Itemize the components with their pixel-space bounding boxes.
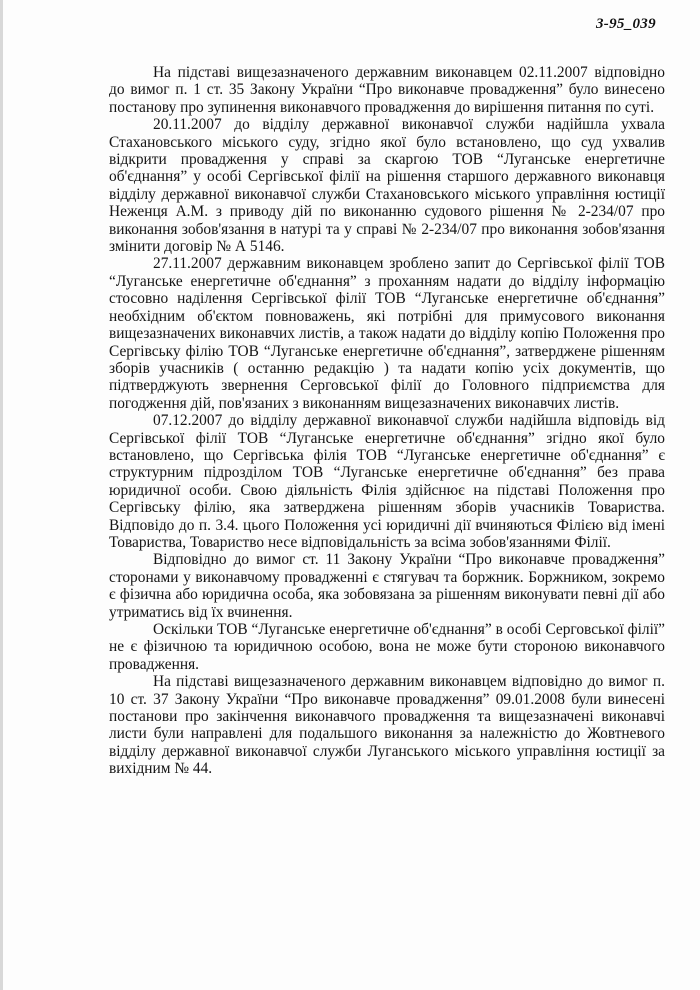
paragraph-1: На підставі вищезазначеного державним виконавцем 02.11.2007 відповідно до вимог п. 1 ст. 35 Закону України “Про виконавче провадження” було винесено постанову про зупинення виконавчого провадження до вирішення питання по суті. xyxy=(109,64,665,116)
paragraph-5: Відповідно до вимог ст. 11 Закону України “Про виконавче провадження” сторонами у виконавчому провадженні є стягувач та боржник. Боржником, зокремо є фізична або юридична особа, яка зобовязана за рішенням виконувати певні дії або утриматись від їх вчинення. xyxy=(109,551,665,621)
paragraph-6: Оскільки ТОВ “Луганське енергетичне об'єднання” в особі Серговської філії” не є фізичною та юридичною особою, вона не може бути стороною виконавчого провадження. xyxy=(109,621,665,673)
paragraph-7: На підставі вищезазначеного державним виконавцем відповідно до вимог п. 10 ст. 37 Закону України “Про виконавче провадження” 09.01.2008 були винесені постанови про закінчення виконавчого провадження та вищезазначені виконавчі листи були направлені для подальшого виконання за належністю до Жовтневого відділу державної виконавчої служби Луганського міського управління юстиції за вихідним № 44. xyxy=(109,673,665,778)
paragraph-3: 27.11.2007 державним виконавцем зроблено запит до Сергівської філії ТОВ “Луганське енергетичне об'єднання” з проханням надати до відділу інформацію стосовно наділення Сергівської філії ТОВ “Луганське енергетичне об'єднання” необхідним об'єктом повноважень, які потрібні для примусового виконання вищезазначених виконавчих листів, а також надати до відділу копію Положення про Сергівську філію ТОВ “Луганське енергетичне об'єднання”, затверджене рішенням зборів учасників ( останню редакцію ) та надати копію усіх документів, що підтверджують звернення Серговської філії до Головного підприємства для погодження дій, пов'язаних з виконанням вищезазначених виконавчих листів. xyxy=(109,255,665,412)
paragraph-4: 07.12.2007 до відділу державної виконавчої служби надійшла відповідь від Сергівської філії ТОВ “Луганське енергетичне об'єднання” згідно якої було встановлено, що Сергівська філія ТОВ “Луганське енергетичне об'єднання” є структурним підрозділом ТОВ “Луганське енергетичне об'єднання” без права юридичної особи. Свою діяльність Філія здійснює на підставі Положення про Сергівську філію, яка затверджена рішенням зборів учасників Товариства. Відповідо до п. 3.4. цього Положення усі юридичні дії вчиняються Філією від імені Товариства, Товариство несе відповідальність за всіма зобов'язаннями Філії. xyxy=(109,412,665,551)
document-id: 3-95_039 xyxy=(596,16,656,32)
paragraph-2: 20.11.2007 до відділу державної виконавчої служби надійшла ухвала Стахановського міського суду, згідно якої було встановлено, що суд ухвалив відкрити провадження у справі за скаргою ТОВ “Луганське енергетичне об'єднання” у особі Сергівської філії на рішення старшого державного виконавця відділу державної виконавчої служби Стахановського міського управління юстиції Неженця А.М. з приводу дій по виконанню судового рішення № 2-234/07 про виконання зобов'язання в натурі та у справі № 2-234/07 про виконання зобов'язання змінити договір № А 5146. xyxy=(109,116,665,256)
document-body xyxy=(109,64,665,778)
scan-edge xyxy=(0,0,3,990)
